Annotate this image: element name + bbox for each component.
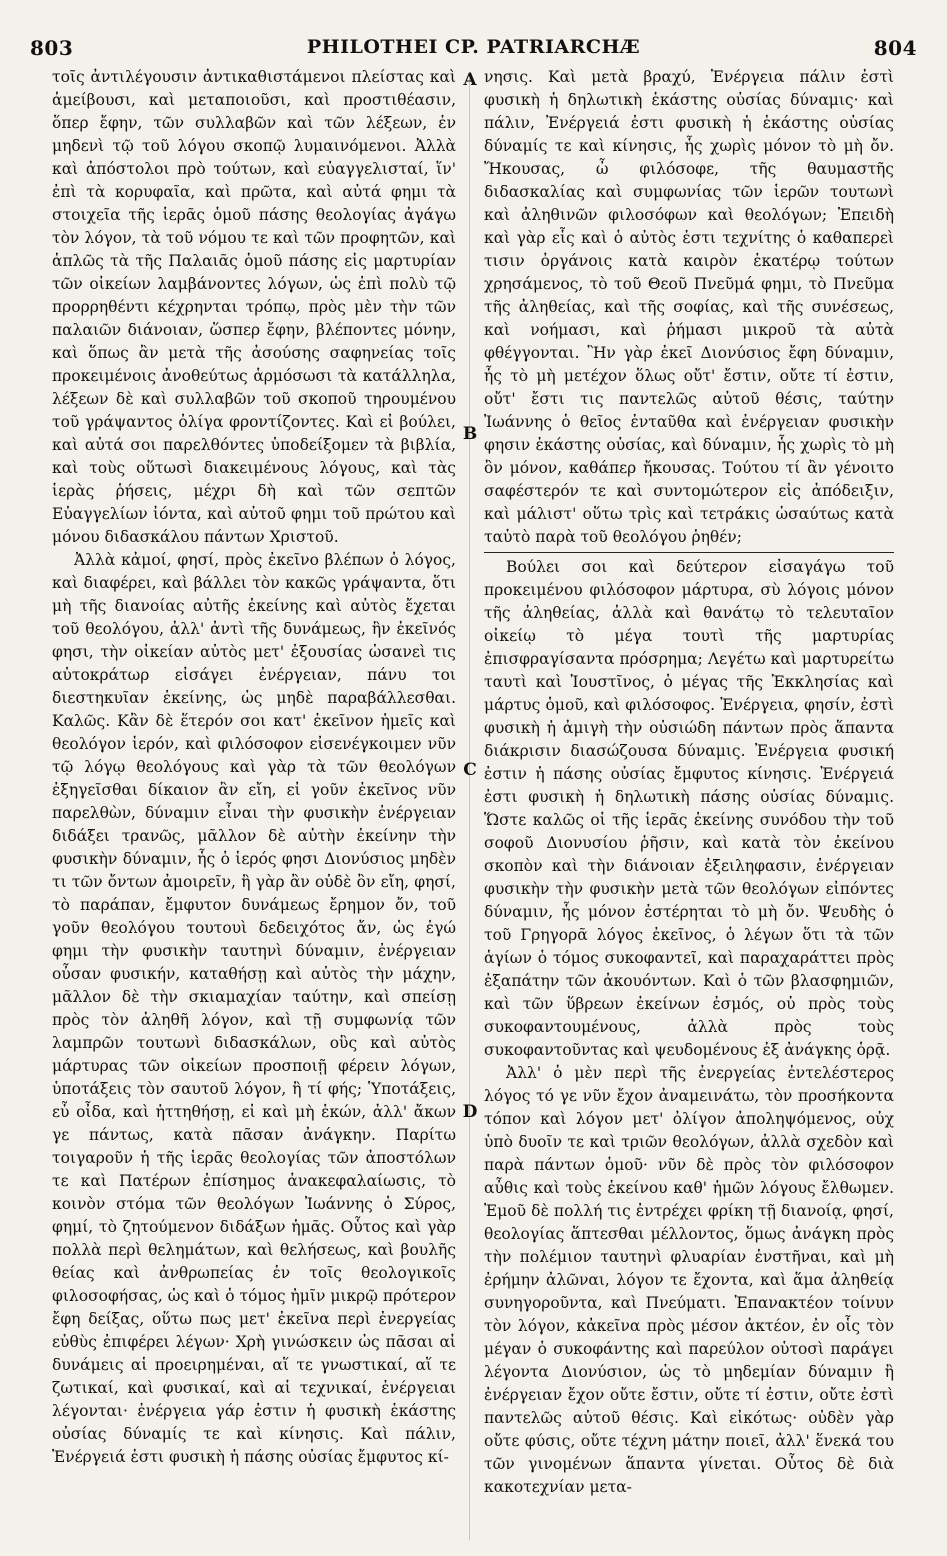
right-column (484, 66, 894, 1546)
margin-marker-d: D (462, 1102, 478, 1122)
right-paragraph-1: νησις. Καὶ μετὰ βραχύ, Ἐνέργεια πάλιν ἐστὶ φυσικὴ ἡ δηλωτικὴ ἑκάστης οὐσίας δύναμις· καὶ πάλιν, Ἐνέργειά ἐστι φυσικὴ ἡ ἑκάστης οὐσίας δύναμίς τε καὶ κίνησις, ἧς χωρὶς μόνον τὸ μὴ ὄν. Ἤκουσας, ὦ φιλόσοφε, τῆς θαυμαστῆς διδασκαλίας καὶ συμφωνίας τῶν ἱερῶν τουτωνὶ καὶ ἀληθινῶν φιλοσόφων καὶ θεολόγων; Ἐπειδὴ καὶ γὰρ εἷς καὶ ὁ αὐτὸς ἐστι τεχνίτης ὁ καθαπερεὶ τισιν ὀργάνοις κατὰ καιρὸν ἑκατέρῳ τούτων χρησάμενος, τὸ τοῦ Θεοῦ Πνεῦμά φημι, τὸ Πνεῦμα τῆς ἀληθείας, καὶ τῆς σοφίας, καὶ τῆς συνέσεως, καὶ νοήμασι, καὶ ῥήμασι μικροῦ τὰ αὐτὰ φθέγγονται. Ἣν γὰρ ἐκεῖ Διονύσιος ἔφη δύναμιν, ἧς τὸ μὴ μετέχον ὅλως οὔτ' ἔστιν, οὔτε τί ἐστιν, οὔτ' ἔστι τις παντελῶς αὐτοῦ θέσις, ταύτην Ἰωάννης ὁ θεῖος ἐνταῦθα καὶ ἐνέργειαν φυσικὴν φησιν ἑκάστης οὐσίας, καὶ δύναμιν, ἧς χωρὶς τὸ μὴ ὂν μόνον, καθάπερ ἤκουσας. Τούτου τί ἂν γένοιτο σαφέστερόν τε καὶ συντομώτερον εἰς ἀπόδειξιν, καὶ μάλιστ' οὕτω τρὶς καὶ τετράκις ὡσαύτως κατὰ ταὐτὸ παρὰ τοῦ θεολόγου ῥηθέν; (484, 68, 894, 546)
margin-marker-a: A (463, 70, 477, 90)
left-column-number: 803 (30, 36, 74, 60)
margin-marker-b: B (462, 424, 478, 444)
left-column (52, 66, 456, 1546)
right-column-number: 804 (873, 36, 917, 60)
column-divider (469, 78, 470, 1540)
margin-marker-c: C (463, 760, 477, 780)
left-paragraph-2: Ἀλλὰ κἀμοί, φησί, πρὸς ἐκεῖνο βλέπων ὁ λόγος, καὶ διαφέρει, καὶ βάλλει τὸν κακῶς γράψαντα, ὅτι μὴ τῆς διανοίας αὐτῆς ἐκείνης καὶ αὐτὸς ἔχεται τοῦ θεολόγου, ἀλλ' ἀντὶ τῆς δυνάμεως, ἣν ἐκεῖνός φησι, τὴν οἰκείαν αὐτὸς μετ' ἐξουσίας ὡσανεὶ τις αὐτοκράτωρ εἰσάγει ἐνέργειαν, πάνυ τοι διεστηκυῖαν ἐκείνης, ὡς μηδὲ παραβάλλεσθαι. Καλῶς. Κἂν δὲ ἕτερόν σοι κατ' ἐκεῖνον ἡμεῖς καὶ θεολόγον ἱερόν, καὶ φιλόσοφον εἰσενέγκοιμεν νῦν τῷ λόγῳ θεολόγους καὶ γὰρ τὰ τῶν θεολόγων ἐξηγεῖσθαι δίκαιον ἂν εἴη, εἰ γοῦν ἐκεῖνος νῦν παρελθὼν, δύναμιν εἶναι τὴν φυσικὴν ἐνέργειαν διδάξει τρανῶς, μᾶλλον δὲ αὐτὴν ἐκείνην τὴν φυσικὴν δύναμιν, ἧς ὁ ἱερός φησι Διονύσιος μηδὲν τι τῶν ὄντων ἀμοιρεῖν, ἢ γὰρ ἂν οὐδὲ ὂν εἴη, φησί, τὸ παράπαν, ἔμφυτον δυνάμεως ἔρημον ὄν, τοῦ γοῦν θεολόγου τουτουὶ δεδειχότος ἄν, ὡς ἐγώ φημι τὴν φυσικὴν ταυτηνὶ δύναμιν, ἐνέργειαν οὖσαν φυσικήν, καταθήσῃ καὶ αὐτὸς τὴν μάχην, μᾶλλον δὲ τὴν σκιαμαχίαν ταύτην, καὶ σπείσῃ πρὸς τὸν ἀληθῆ λόγον, καὶ τῇ συμφωνίᾳ τῶν λαμπρῶν τουτωνὶ διδασκάλων, οὓς καὶ αὐτὸς μάρτυρας τῶν οἰκείων προσποιῇ φέρειν λόγων, ὑποτάξεις τὸν σαυτοῦ λόγον, ἢ τί φής; Ὑποτάξεις, εὖ οἶδα, καὶ ἡττηθήσῃ, εἰ καὶ μὴ ἑκών, ἀλλ' ἄκων γε πάντως, κατὰ πᾶσαν ἀνάγκην. Παρίτω τοιγαροῦν ἡ τῆς ἱερᾶς θεολογίας τῶν ἀποστόλων τε καὶ Πατέρων ἐπίσημος ἀνακεφαλαίωσις, τὸ κοινὸν στόμα τῶν θεολόγων Ἰωάννης ὁ Σύρος, φημί, τὸ ζητούμενον διδάξων ἡμᾶς. Οὗτος καὶ γὰρ πολλὰ περὶ θελημάτων, καὶ θελήσεως, καὶ βουλῆς θείας καὶ ἀνθρωπείας ἐν τοῖς θεολογικοῖς φιλοσοφήσας, ὡς καὶ ὁ τόμος ἡμῖν μικρῷ πρότερον ἔφη δείξας, οὕτω πως μετ' ἐκεῖνα περὶ ἐνεργείας εὐθὺς ἐπιφέρει λέγων· Χρὴ γινώσκειν ὡς πᾶσαι αἱ δυνάμεις αἱ προειρημέναι, αἵ τε γνωστικαί, αἵ τε ζωτικαί, καὶ φυσικαί, καὶ αἱ τεχνικαί, ἐνέργειαι λέγονται· ἐνέργεια γάρ ἐστιν ἡ φυσικὴ ἑκάστης οὐσίας δύναμίς τε καὶ κίνησις. Καὶ πάλιν, Ἐνέργειά ἐστι φυσικὴ ἡ πάσης οὐσίας ἔμφυτος κί- (52, 551, 456, 1466)
right-paragraph-3: Ἀλλ' ὁ μὲν περὶ τῆς ἐνεργείας ἐντελέστερος λόγος τό γε νῦν ἔχον ἀναμεινάτω, τὸν προσήκοντα τόπον καὶ λόγον μετ' ὀλίγον ἀποληψόμενος, οὐχ ὑπὸ δυοῖν τε καὶ τριῶν θεολόγων, ἀλλὰ σχεδὸν καὶ παρὰ πάντων ὁμοῦ· νῦν δὲ πρὸς τὸν φιλόσοφον αὖθις καὶ τοὺς ἐκείνου καθ' ἡμῶν λόγους ἔλθωμεν. Ἐμοῦ δὲ πολλή τις ἐντρέχει φρίκη τῇ διανοίᾳ, φησί, θεολογίας ἅπτεσθαι μέλλοντος, ὅμως ἀνάγκη πρὸς τὴν πολέμιον ταυτηνὶ φλυαρίαν ἐνστῆναι, καὶ μὴ ἐρήμην ἀλῶναι, λόγον τε ἔχοντα, καὶ ἅμα ἀληθείᾳ συνηγοροῦντα, καὶ Πνεύματι. Ἐπανακτέον τοίνυν τὸν λόγον, κἀκεῖνα πρὸς μέσον ἀκτέον, ἐν οἷς τὸν μέγαν ὁ συκοφάντης καὶ παρεύλον οὑτοσὶ παράγει λέγοντα Διονύσιον, ὡς τὸ μηδεμίαν δύναμιν ἢ ἐνέργειαν ἔχον οὔτε ἔστιν, οὔτε τί ἐστιν, οὔτε ἐστὶ παντελῶς αὐτοῦ θέσις. Καὶ εἰκότως· οὐδὲν γὰρ οὔτε φύσις, οὔτε τέχνη μάτην ποιεῖ, ἀλλ' ἕνεκά του τῶν γινομένων ἅπαντα γίνεται. Οὗτος δὲ διὰ κακοτεχνίαν μετα- (484, 1064, 894, 1496)
running-head (30, 32, 917, 62)
right-paragraph-2: Βούλει σοι καὶ δεύτερον εἰσαγάγω τοῦ προκειμένου φιλόσοφον μάρτυρα, σὺ λόγοις μόνον τῆς ἀληθείας, ἀλλὰ καὶ θανάτῳ τὸ τελευταῖον οἰκείῳ τὸ μέγα τουτὶ τῆς μαρτυρίας ἐπισφραγίσαντα πρόσρημα; Λεγέτω καὶ μαρτυρείτω ταυτὶ καὶ Ἰουστῖνος, ὁ μέγας τῆς Ἐκκλησίας καὶ μάρτυς ὁμοῦ, καὶ φιλόσοφος. Ἐνέργεια, φησίν, ἐστὶ φυσικὴ ἡ ἀμιγὴ τὴν οὐσιώδη πάντων πρὸς ἅπαντα διάκρισιν διασώζουσα δύναμις. Ἐνέργεια φυσική ἐστιν ἡ πάσης οὐσίας ἔμφυτος κίνησις. Ἐνέργειά ἐστι φυσικὴ ἡ δηλωτικὴ πάσης οὐσίας δύναμις. Ὥστε καλῶς οἱ τῆς ἱερᾶς ἐκείνης συνόδου τὴν τοῦ σοφοῦ Διονυσίου ῥῆσιν, καὶ κατὰ τὸν ἐκείνου σκοπὸν καὶ τὴν διάνοιαν ἐξειληφασιν, ἐνέργειαν φυσικὴν τὴν φυσικὴν μετὰ τῶν θεολόγων εἰπόντες δύναμιν, ἧς μόνον ἐστέρηται τὸ μὴ ὄν. Ψευδὴς ὁ τοῦ Γρηγορᾶ λόγος ἐκεῖνος, ὁ λέγων ὅτι τὰ τῶν ἁγίων ὁ τόμος συκοφαντεῖ, καὶ παραχαράττει πρὸς ἐξαπάτην τῶν ἀκουόντων. Καὶ ὁ τῶν βλασφημιῶν, καὶ τῶν ὕβρεων ἐκείνων ἐσμός, οὐ πρὸς τοὺς συκοφαντουμένους, ἀλλὰ πρὸς τοὺς συκοφαντοῦντας καὶ ψευδομένους ἐξ ἀνάγκης ὁρᾷ. (484, 552, 894, 1062)
left-paragraph-1: τοῖς ἀντιλέγουσιν ἀντικαθιστάμενοι πλείστας καὶ ἀμείβουσι, καὶ μεταποιοῦσι, καὶ προστιθέασιν, ὅπερ ἔφην, τῶν συλλαβῶν καὶ τῶν λέξεων, ἐν μηδενὶ τῷ τοῦ λόγου σκοπῷ λυμαινόμενοι. Ἀλλὰ καὶ ἀπόστολοι πρὸ τούτων, καὶ εὐαγγελισταί, ἵν' ἐπὶ τὰ κορυφαῖα, καὶ πρῶτα, καὶ αὐτά φημι τὰ στοιχεῖα τῆς ἱερᾶς ὁμοῦ πάσης θεολογίας ἀγάγω τὸν λόγον, τὰ τοῦ νόμου τε καὶ τῶν προφητῶν, καὶ ἁπλῶς τὰ τῆς Παλαιᾶς ὁμοῦ πάσης εἰς μαρτυρίαν τῶν οἰκείων λαμβάνοντες λόγων, ὡς ἐπὶ πολὺ τῷ προρρηθέντι κέχρηνται τρόπῳ, πρὸς μὲν τὴν τῶν παλαιῶν διάνοιαν, ὥσπερ ἔφην, βλέποντες μόνην, καὶ ὅπως ἂν μετὰ τῆς ἀσούσης σαφηνείας τοῖς προκειμένοις ἀνοθεύτως ἁρμόσωσι τὰ κατάλληλα, λέξεων δὲ καὶ συλλαβῶν τοῦ σκοποῦ τηρουμένου τοῦ γράψαντος ὀλίγα φροντίζοντες. Καὶ εἰ βούλει, καὶ αὐτά σοι παρελθόντες ὑποδείξομεν τὰ βιβλία, καὶ τοὺς οὕτωσὶ διακειμένους λόγους, καὶ τὰς ἱερὰς ῥήσεις, μέχρι δὴ καὶ τῶν σεπτῶν Εὐαγγελίων ἰόντα, καὶ αὐτοῦ φημι τοῦ πρώτου καὶ μόνου διδασκάλου πάντων Χριστοῦ. (52, 68, 456, 546)
running-title: PHILOTHEI CP. PATRIARCHÆ (306, 36, 641, 58)
